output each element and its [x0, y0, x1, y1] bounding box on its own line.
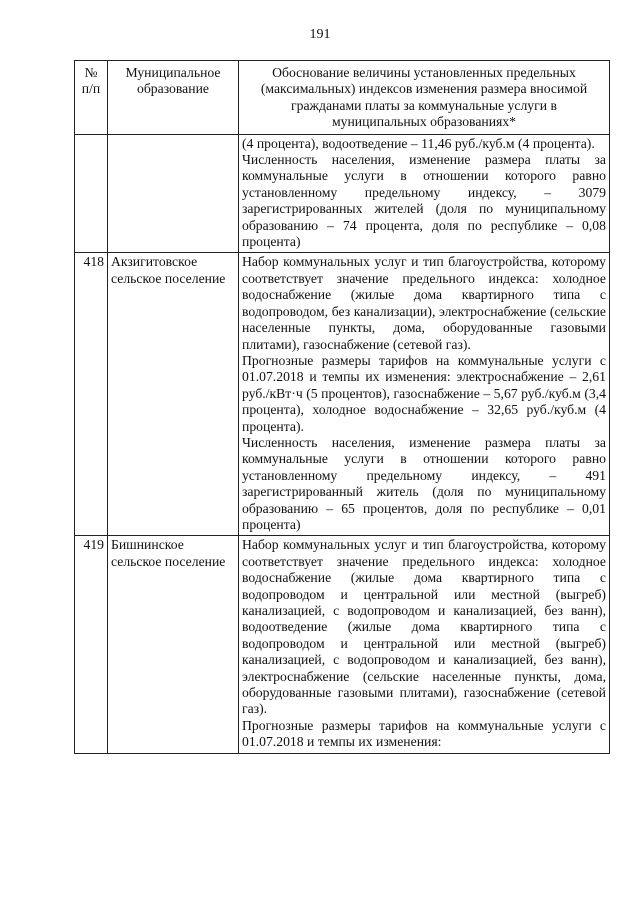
row-num: [75, 134, 108, 253]
table-row: [75, 134, 610, 253]
justification-paragraph: Прогнозные размеры тарифов на коммунальные услуги с 01.07.2018 и темпы их изменения:: [242, 717, 606, 750]
justification-paragraph: (4 процента), водоотведение – 11,46 руб./куб.м (4 процента).: [242, 135, 595, 151]
row-justification: [239, 253, 610, 536]
row-municipality: Бишнинское сельское поселение: [108, 536, 239, 753]
justification-table: [74, 60, 610, 754]
row-municipality: [108, 134, 239, 253]
table-header-row: [75, 61, 610, 135]
justification-paragraph: Численность населения, изменение размера платы за коммунальные услуги в отношении которого равно установленному предельному индексу, – 491 зарегистрированный житель (доля по муниципальному образованию – 65 процентов, доля по республике – 0,01 процента): [242, 434, 606, 532]
header-municipality: Муниципальное образование: [108, 61, 239, 135]
row-municipality: Акзигитовское сельское поселение: [108, 253, 239, 536]
row-num: 418: [75, 253, 108, 536]
page-number: 191: [309, 27, 331, 42]
table-row: [75, 536, 610, 753]
justification-paragraph: Набор коммунальных услуг и тип благоустройства, которому соответствует значение предельного индекса: холодное водоснабжение (жилые дома квартирного типа с водопроводом, без канализации), электроснабжение (сельские населенные пункты, дома, оборудованные газовыми плитами), газоснабжение (сетевой газ).: [242, 254, 606, 352]
row-justification: [239, 536, 610, 753]
table-row: [75, 253, 610, 536]
row-num: 419: [75, 536, 108, 753]
row-justification: [239, 134, 610, 253]
justification-paragraph: Набор коммунальных услуг и тип благоустройства, которому соответствует значение предельного индекса: холодное водоснабжение (жилые дома квартирного типа с водопроводом и центральной или местной (выгреб) канализацией, с водопроводом и канализацией, без ванн), водоотведение (жилые дома квартирного типа с водопроводом и центральной или местной (выгреб) канализацией, с водопроводом и канализацией, без ванн), электроснабжение (сельские населенные пункты, дома, оборудованные газовыми плитами), газоснабжение (сетевой газ).: [242, 537, 606, 717]
justification-paragraph: Численность населения, изменение размера платы за коммунальные услуги в отношении которого равно установленному предельному индексу, – 3079 зарегистрированных жителей (доля по муниципальному образованию – 74 процента, доля по республике – 0,08 процента): [242, 152, 606, 250]
header-justification: Обоснование величины установленных предельных (максимальных) индексов изменения размера вносимой гражданами платы за коммунальные услуги в муниципальных образованиях*: [239, 61, 610, 135]
header-num: № п/п: [75, 61, 108, 135]
justification-paragraph: Прогнозные размеры тарифов на коммунальные услуги с 01.07.2018 и темпы их изменения: электроснабжение – 2,61 руб./кВт·ч (5 процентов), газоснабжение – 5,67 руб./куб.м (3,4 процента), холодное водоснабжение – 32,65 руб./куб.м (4 процента).: [242, 352, 606, 434]
